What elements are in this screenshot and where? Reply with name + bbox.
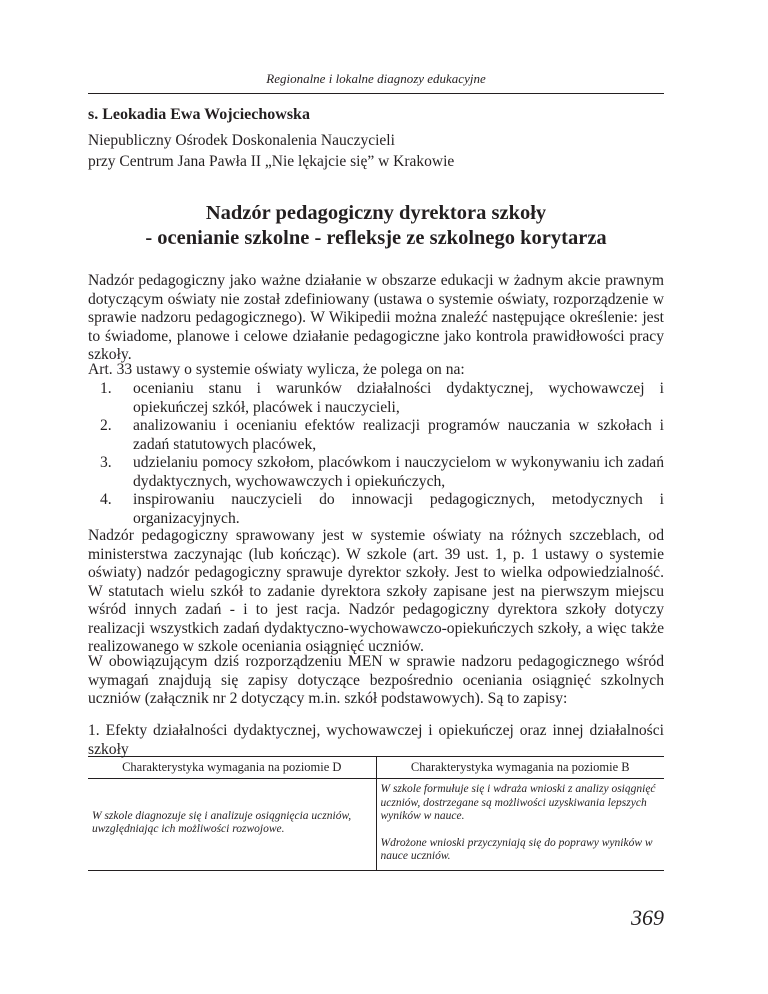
article-title (88, 201, 664, 251)
cell-text: Wdrożone wnioski przyczyniają się do poprawy wyników w nauce uczniów. (380, 836, 653, 862)
list-item-number: 4. (100, 491, 112, 508)
paragraph-regulation (88, 653, 664, 709)
header-divider (88, 93, 664, 94)
table-header-level-d: Charakterystyka wymagania na poziomie D (88, 757, 376, 779)
paragraph-text: Nadzór pedagogiczny jako ważne działanie w obszarze edukacji w żadnym akcie prawnym dotyczącym oświaty nie został zdefiniowany (ustawa o systemie oświaty, rozporządzenie w sprawie nadzoru pedagogicznego). W Wikipedii można znaleźć następujące określenie: jest to świadome, planowe i celowe działanie pedagogiczne jako kontrola prawidłowości pracy szkoły. (88, 272, 664, 363)
list-item-number: 3. (100, 454, 112, 471)
cell-text: W szkole formułuje się i wdraża wnioski z analizy osiągnięć uczniów, dostrzegane są możliwości uzyskiwania lepszych wyników w nauce. (380, 783, 656, 822)
page-number: 369 (631, 905, 664, 930)
paragraph-intro (88, 272, 664, 365)
paragraph-effects (88, 722, 664, 759)
author-affiliation-line1: Niepubliczny Ośrodek Doskonalenia Nauczycieli (88, 132, 395, 149)
running-header: Regionalne i lokalne diagnozy edukacyjne (266, 71, 486, 86)
table-header-level-b: Charakterystyka wymagania na poziomie B (376, 757, 664, 779)
list-item (88, 417, 664, 454)
duties-list (88, 380, 664, 528)
cell-text: W szkole diagnozuje się i analizuje osiągnięcia uczniów, uwzględniając ich możliwości rozwojowe. (92, 809, 352, 836)
paragraph-text: Nadzór pedagogiczny sprawowany jest w systemie oświaty na różnych szczeblach, od ministerstwa zaczynając (lub kończąc). W szkole (art. 39 ust. 1, p. 1 ustawy o systemie oświaty) nadzór pedagogiczny sprawuje dyrektor szkoły. Jest to wielka odpowiedzialność. W statutach wielu szkół to zadanie dyrektora szkoły zapisane jest na pierwszym miejscu wśród innych zadań - i to jest racja. Nadzór pedagogiczny dyrektora szkoły dotyczy realizacji wszystkich zadań dydaktyczno-wychowawczo-opiekuńczych szkoły, a więc także realizowanego w szkole oceniania osiągnięć uczniów. (88, 527, 664, 655)
paragraph-art33 (88, 361, 664, 380)
list-item (88, 454, 664, 491)
list-item (88, 380, 664, 417)
list-item-number: 2. (100, 417, 112, 434)
table-cell-level-d (88, 779, 376, 871)
list-item (88, 491, 664, 528)
list-item-text: inspirowaniu nauczycieli do innowacji pedagogicznych, metodycznych i organizacyjnych. (133, 491, 664, 527)
author-name: s. Leokadia Ewa Wojciechowska (88, 106, 310, 123)
list-item-text: ocenianiu stanu i warunków działalności dydaktycznej, wychowawczej i opiekuńczej szkół, placówek i nauczycieli, (133, 380, 664, 416)
requirements-table (88, 756, 664, 871)
paragraph-text: Art. 33 ustawy o systemie oświaty wylicza, że polega on na: (88, 361, 465, 378)
paragraph-text: W obowiązującym dziś rozporządzeniu MEN w sprawie nadzoru pedagogicznego wśród wymagań znajdują się zapisy dotyczące bezpośrednio oceniania osiągnięć szkolnych uczniów (załącznik nr 2 dotyczący m.in. szkół podstawowych). Są to zapisy: (88, 653, 664, 707)
article-title-line1: Nadzór pedagogiczny dyrektora szkoły (205, 202, 547, 224)
paragraph-text: 1. Efekty działalności dydaktycznej, wychowawczej i opiekuńczej oraz innej działalności szkoły (88, 722, 664, 758)
author-affiliation-line2: przy Centrum Jana Pawła II „Nie lękajcie się” w Krakowie (88, 153, 455, 170)
table-row (88, 779, 664, 871)
paragraph-supervision (88, 527, 664, 657)
article-title-line2: - ocenianie szkolne - refleksje ze szkolnego korytarza (145, 227, 607, 249)
list-item-number: 1. (100, 380, 112, 397)
table-cell-level-b (376, 779, 664, 871)
list-item-text: udzielaniu pomocy szkołom, placówkom i nauczycielom w wykonywaniu ich zadań dydaktycznych, wychowawczych i opiekuńczych, (133, 454, 664, 490)
list-item-text: analizowaniu i ocenianiu efektów realizacji programów nauczania w szkołach i zadań statutowych placówek, (133, 417, 664, 453)
table-header-row (88, 757, 664, 779)
